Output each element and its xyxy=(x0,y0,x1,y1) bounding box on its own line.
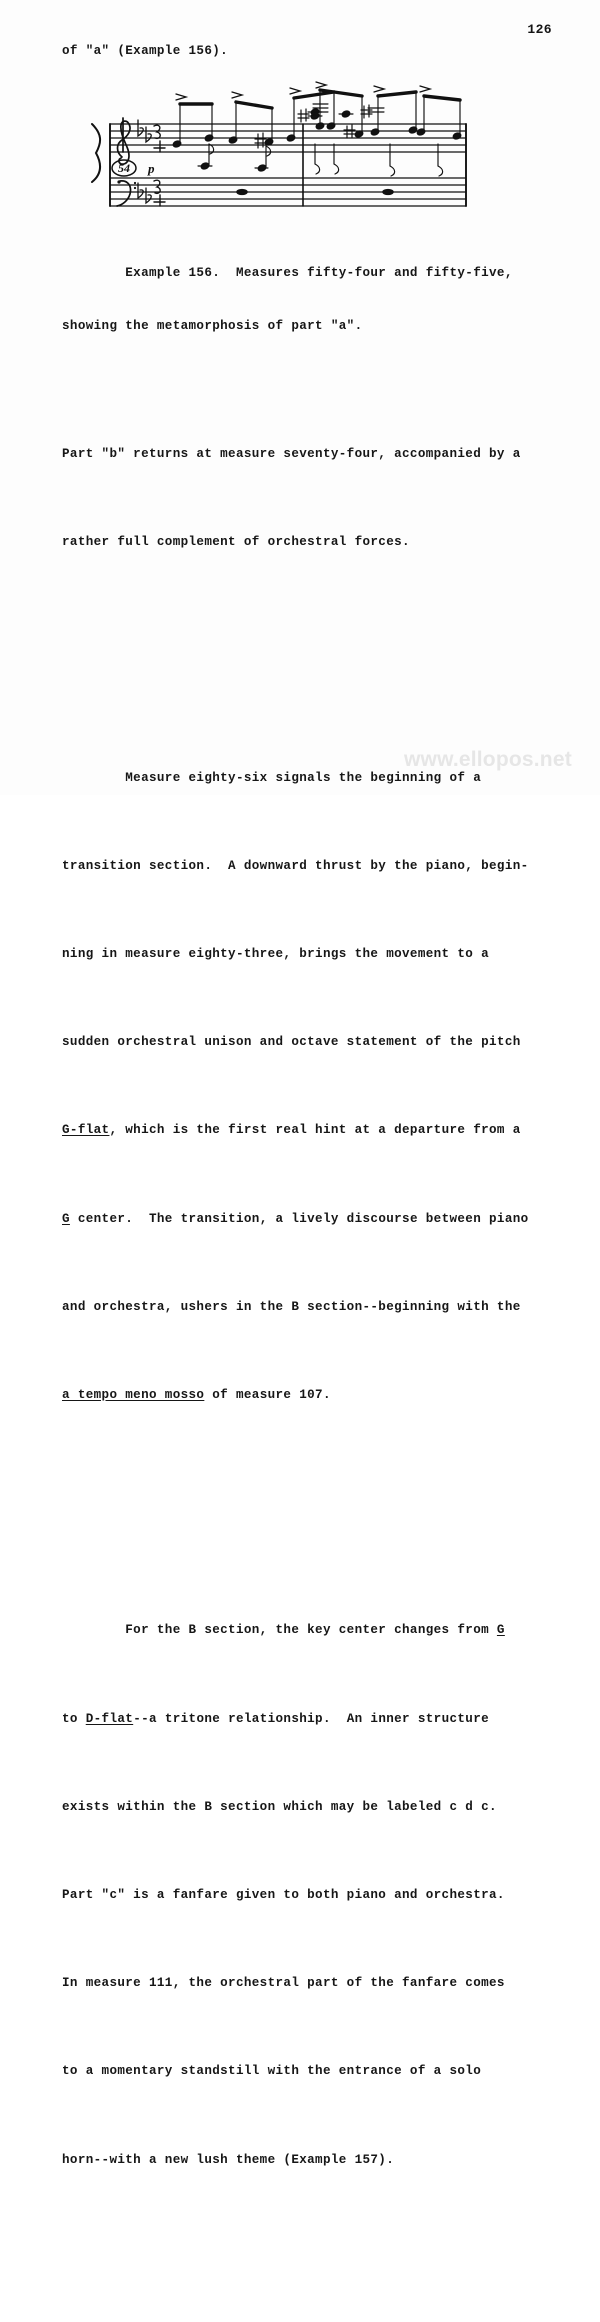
underlined-term: G xyxy=(496,1623,505,1638)
text-line xyxy=(62,1381,532,1410)
text-line xyxy=(62,1793,532,1822)
text-run: --a tritone relationship. An inner structure xyxy=(133,1711,490,1726)
text-line xyxy=(62,528,532,557)
text-run: , which is the first real hint at a departure from a xyxy=(109,1123,521,1138)
text-run: center. The transition, a lively discourse between piano xyxy=(69,1211,529,1226)
paragraph-2 xyxy=(62,705,532,1470)
text-line xyxy=(62,1116,532,1145)
text-run: to xyxy=(62,1711,86,1726)
text-run: and orchestra, ushers in the B section--beginning with the xyxy=(62,1299,521,1314)
text-run: of measure 107. xyxy=(204,1388,331,1403)
text-line xyxy=(62,1293,532,1322)
underlined-term: a tempo meno mosso xyxy=(62,1388,205,1403)
dynamic-marking-piano: p xyxy=(148,161,155,176)
text-line xyxy=(62,1028,532,1057)
text-run: horn--with a new lush theme (Example 157). xyxy=(62,2152,395,2167)
accidental-sharp xyxy=(298,109,309,122)
site-watermark: www.ellopos.net xyxy=(404,748,572,771)
accidental-sharp xyxy=(255,133,266,148)
text-run: Measure eighty-six signals the beginning of a xyxy=(62,770,482,785)
system-brace xyxy=(92,124,100,182)
paragraph-1 xyxy=(62,381,532,616)
text-line xyxy=(62,1616,532,1645)
text-run: exists within the B section which may be labeled c d c. xyxy=(62,1799,497,1814)
text-line xyxy=(62,1969,532,1998)
bass-whole-note-2 xyxy=(383,189,393,194)
paragraph-3 xyxy=(62,1557,532,2233)
text-run: Part "b" returns at measure seventy-four, accompanied by a xyxy=(62,447,521,462)
note-group-4 xyxy=(313,82,364,174)
underlined-term: G-flat xyxy=(62,1123,110,1138)
text-run: transition section. A downward thrust by the piano, begin- xyxy=(62,858,529,873)
text-run: to a momentary standstill with the entrance of a solo xyxy=(62,2064,482,2079)
measure-number-label: 54 xyxy=(118,161,130,175)
bass-whole-note-1 xyxy=(237,189,247,194)
time-signature-treble xyxy=(154,125,165,152)
text-line xyxy=(62,2057,532,2086)
music-notation-example xyxy=(72,82,492,210)
text-line xyxy=(62,1705,532,1734)
caption-line-1: Example 156. Measures fifty-four and fifty-five, xyxy=(62,266,513,280)
text-run: rather full complement of orchestral forces. xyxy=(62,535,410,550)
text-line xyxy=(62,1205,532,1234)
text-run: In measure 111, the orchestral part of the fanfare comes xyxy=(62,1976,505,1991)
text-line xyxy=(62,440,532,469)
note-group-1 xyxy=(172,94,214,170)
text-line xyxy=(62,940,532,969)
text-line xyxy=(62,2146,532,2175)
key-signature-flats-bass xyxy=(138,183,151,203)
text-run: sudden orchestral unison and octave statement of the pitch xyxy=(62,1035,521,1050)
text-line xyxy=(62,852,532,881)
text-run: ning in measure eighty-three, brings the movement to a xyxy=(62,946,490,961)
time-signature-bass xyxy=(154,180,165,206)
note-group-2 xyxy=(228,92,274,172)
treble-clef xyxy=(118,118,131,164)
text-line xyxy=(62,1881,532,1910)
underlined-term: G xyxy=(62,1211,70,1226)
runon-text-line: of "a" (Example 156). xyxy=(62,44,229,58)
bass-clef xyxy=(117,180,136,206)
body-text xyxy=(62,293,532,2322)
text-run: For the B section, the key center changes from xyxy=(62,1623,497,1638)
underlined-term: D-flat xyxy=(85,1711,134,1726)
text-run: Part "c" is a fanfare given to both piano and orchestra. xyxy=(62,1887,505,1902)
page-number: 126 xyxy=(527,22,552,37)
caption-line-2: showing the metamorphosis of part "a". xyxy=(62,318,363,333)
